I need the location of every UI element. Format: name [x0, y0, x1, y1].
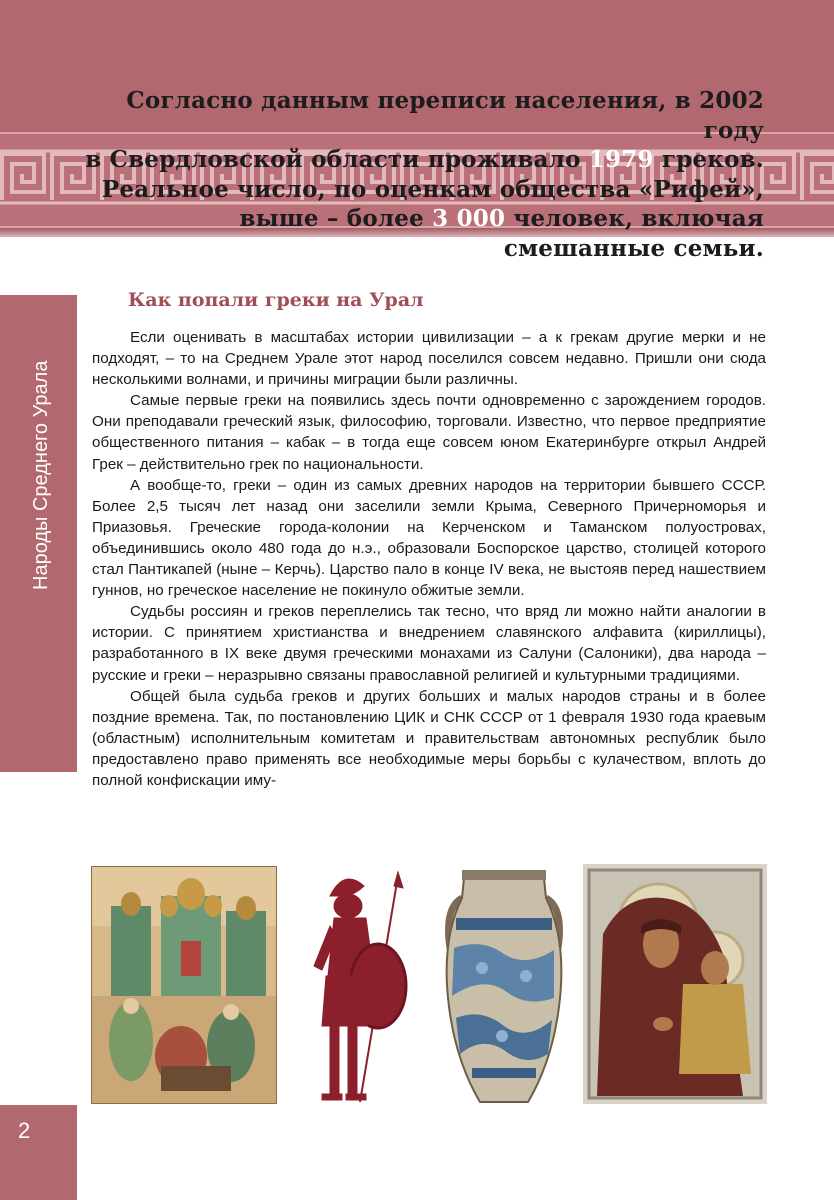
sidebar-title: Народы Среднего Урала [30, 360, 52, 590]
miniature-image [91, 866, 277, 1104]
banner-line [84, 204, 764, 234]
paragraph: А вообще-то, греки – один из самых древних народов на территории бывшего СССР. Более 2,5 тысяч лет назад они заселили земли Крыма, Северного Причерноморья и Приазовья. Греческие города-колонии на Керченском и Таманском полуостровах, объединившись около 480 года до н.э., образовали Боспорское царство, столицей которого стал Пантикапей (ныне – Керчь). Царство пало в конце IV века, не выстояв перед нашествием гуннов, но греческое население не покинуло обжитые земли. [92, 476, 766, 600]
icon-image [583, 864, 767, 1104]
page-number-box [0, 1105, 77, 1200]
article-body [92, 327, 766, 791]
banner-line: Согласно данным переписи населения, в 2002 году [126, 87, 764, 144]
banner-highlight-number: 3 000 [432, 205, 506, 232]
warrior-image [300, 866, 420, 1104]
banner-text-part: в Свердловской области проживало [85, 146, 589, 173]
banner-text-part: человек, включая [505, 205, 764, 232]
article-heading: Как попали греки на Урал [128, 289, 424, 311]
vase-image [442, 858, 566, 1108]
paragraph: Самые первые греки на появились здесь почти одновременно с зарождением городов. Они преподавали греческий язык, философию, торговали. Известно, что первое предприятие общественного питания – кабак – в тогда еще совсем юном Екатеринбурге открыл Андрей Грек – действительно грек по национальности. [92, 392, 766, 473]
paragraph: Судьбы россиян и греков переплелись так тесно, что вряд ли можно найти аналогии в истории. С принятием христианства и внедрением славянского алфавита (кириллицы), разработанного в IX веке двумя греческими монахами из Салуни (Салоники), два народа – русские и греки – неразрывно связаны православной религией и культурными традициями. [92, 603, 766, 684]
banner-text-part: выше – более [239, 205, 433, 232]
banner-highlight-number: 1979 [588, 146, 654, 173]
banner-line: Реальное число, по оценкам общества «Рифей», [101, 175, 764, 203]
banner-text-part: греков. [653, 146, 764, 173]
banner-line: смешанные семьи. [503, 234, 764, 262]
paragraph: Общей была судьба греков и других больших и малых народов страны и в более поздние времена. Так, по постановлению ЦИК и СНК СССР от 1 февраля 1930 года краевым (областным) исполнительным комитетам и правительствам автономных республик было предоставлено право применять все необходимые меры борьбы с кулачеством, вплоть до полной конфискации иму- [92, 687, 766, 789]
banner-line [84, 145, 764, 175]
banner-quote [84, 86, 764, 263]
page-number: 2 [18, 1118, 31, 1143]
paragraph: Если оценивать в масштабах истории цивилизации – а к грекам другие мерки и не подходят, – то на Среднем Урале этот народ поселился совсем недавно. Пришли они сюда несколькими волнами, и причины миграции были различны. [92, 329, 766, 389]
